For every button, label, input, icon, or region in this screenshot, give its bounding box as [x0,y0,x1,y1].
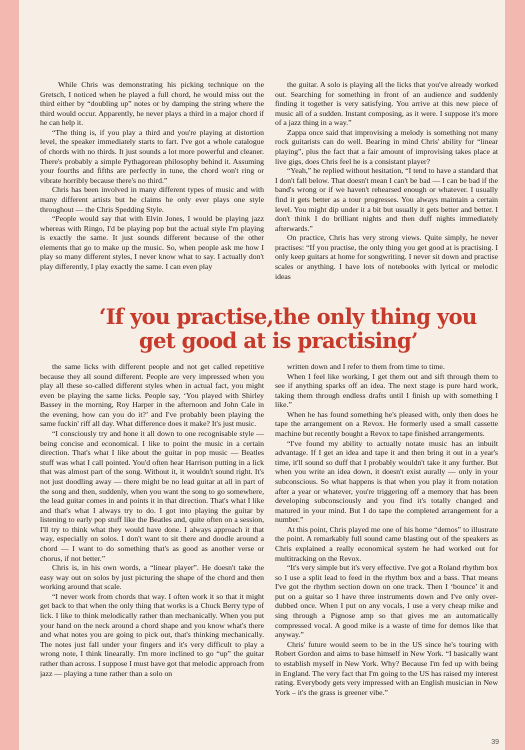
magazine-page [19,0,505,750]
article-paragraph: While Chris was demonstrating his picking technique on the Gretsch, I noticed when he played a full chord, he would miss out the third either by “doubling up” notes or by damping the string where the third would occur. Apparently, he never plays a third in a major chord if he can help it. [40,80,264,128]
article-paragraph: At this point, Chris played me one of his home “demos” to illustrate the point. A remarkably full sound came blasting out of the speakers as Chris explained a really economical system he had worked out for multitracking on the Revox. [275,524,498,563]
article-paragraph: “I never work from chords that way. I often work it so that it might get back to that when the only thing that works is a Chuck Berry type of lick. I like to think melodically rather than mechanically. When you put your hand on the neck around a chord shape and you know what's there and what notes you are going to pick out, that's thinking mechanically. The notes just fall under your fingers and it's very difficult to play a wrong note, I think linearally. I'm more inclined to go “up” the guitar rather than across. I suppose I must have got that melodic approach from jazz — playing a tune rather than a solo on [40,591,264,678]
article-paragraph: Chris has been involved in many different types of music and with many different artists but he claims he only ever plays one style throughout — the Chris Spedding Style. [40,185,264,214]
article-paragraph: “Yeah,” he replied without hesitation, “I tend to have a standard that I don't fall below. That doesn't mean I can't be bad — I can be bad if the band's wrong or if we haven't rehearsed enough or whatever. I usually find it gets better as a tour progresses. You always maintain a certain level. You might dip under it a bit but usually it gets better and better. I don't think I do brilliant nights and then duff nights immediately afterwards.” [275,166,498,233]
article-paragraph: When I feel like working, I get them out and sift through them to see if anything sparks off an idea. The next stage is pure hard work, taking them through endless drafts until I finish up with something I like.” [275,371,498,410]
article-column-top-left [40,80,264,320]
article-paragraph: Chris is, in his own words, a “linear player”. He doesn't take the easy way out on solos by just picturing the shape of the chord and then working around that scale. [40,563,264,592]
article-paragraph: “People would say that with Elvin Jones, I would be playing jazz whereas with Ringo, I'd be playing pop but the actual style I'm playing is exactly the same. It just sounds different because of the other elements that go to make up the music. So, when people ask me how I play so many different styles, I never know what to say. I actually don't play differently, I play exactly the same. I can even play [40,214,264,271]
article-paragraph: Zappa once said that improvising a melody is something not many rock guitarists can do well. Bearing in mind Chris' ability for “linear playing”, plus the fact that a fair amount of improvising takes place at live gigs, does Chris feel he is a consistant player? [275,127,498,166]
article-column-bottom-left [40,362,264,738]
article-paragraph: Chris' future would seem to be in the US since he's touring with Robert Gordon and aims to base himself in New York. “I basically want to establish myself in New York. Why? Because I'm fed up with being in England. The very fact that I'm going to the US has raised my interest rating. Everybody gets very impressed with an English musician in New York – it's the grass is greener vibe.” [275,639,498,697]
article-paragraph: written down and I refer to them from time to time. [287,362,445,371]
article-paragraph: On practice, Chris has very strong views. Quite simply, he never practises: “If you practise, the only thing you get good at is practising. I only keep guitars at home for songwriting. I never sit down and practise scales or anything. I have lots of notebooks with lyrical or melodic ideas [275,233,498,281]
article-column-bottom-right [275,362,498,738]
article-column-top-right [275,80,498,320]
pull-quote-line-2: get good at is practising’ [139,328,418,353]
pull-quote-line-1: ‘If you practise,the only thing you [99,304,477,329]
article-paragraph: the guitar. A solo is playing all the licks that you've already worked out. Searching for something in front of an audience and suddenly finding it together is very satisfying. You arrive at this new piece of music all of a sudden. Instant composing, as it were. I suppose it's more of a jazz thing in a way.” [275,80,498,128]
article-paragraph: When he has found something he's pleased with, only then does he tape the arrangement on a Revox. He formerly used a small cassette machine but recently bought a Revox to tape finished arrangements. [275,409,498,439]
article-paragraph: “The thing is, if you play a third and you're playing at distortion level, the speaker immediately starts to fart. I've got a whole catalogue of chords with no thirds. It just sounds a lot more powerful and cleaner. There's probably a simple Pythagorean philosophy behind it. Assuming your fourths and fifths are perfectly in tune, the chord won't ring or vibrate horribly because there's no third.” [40,127,264,185]
article-paragraph: “I've found my ability to actually notate music has an inbuilt advantage. If I get an idea and tape it and then bring it out in a year's time, it'll sound so duff that I probably wouldn't take it any further. But when you write an idea down, it doesn't exist aurally — only in your subconscious. So what happens is that when you play it from notation after a year or whatever, you're triggering off a memory that has been developing subconsciously and you find it's totally changed and matured in your mind. But I do tape the completed arrangement for a number.” [275,438,498,525]
article-paragraph: “It's very simple but it's very effective. I've got a Roland rhythm box so I use a split lead to feed in the rhythm box and a bass. That means I've got the rhythm section down on one track. Then I ‘bounce’ it and put on a guitar so I have three instruments down and I've only over-dubbed once. When I put on any vocals, I use a very cheap mike and sing through a Pignose amp so that gives me an automatically compressed vocal. A good mike is a waste of time for demos like that anyway.” [275,563,498,640]
page-number: 39 [491,739,499,746]
article-paragraph: “I consciously try and hone it all down to one recognisable style — being concise and economical. I like to point the music in a certain direction. That's what I like about the guitar in pop music — Beatles stuff was what I call pointed. You'd often hear Harrison putting in a lick that was almost part of the song. Without it, it wouldn't sound right. It's not just doodling away — there might be no lead guitar at all in part of the song and then, suddenly, when you want the song to go somewhere, the lead guitar comes in and points it in that direction. That's what I like and that's what I always try to do. I got into playing the guitar by listening to early pop stuff like the Beatles and, quite often on a session, I'll try to think what they would have done. I always approach it that way, especially on solos. I don't want to sit there and doodle around a chord — I want to do something that's as good as another verse or chorus, if not better.” [40,429,264,563]
article-paragraph: the same licks with different people and not get called repetitive because they all sound different. People are very impressed when you play all these so-called different styles when in actual fact, you might even be playing the same licks. People say, ‘You played with Shirley Bassey in the morning, Roy Harper in the afternoon and John Cale in the evening, how can you do it?’ and I've probably been playing the same fuckin' riff all day. What difference does it make? It's just music. [40,362,264,429]
